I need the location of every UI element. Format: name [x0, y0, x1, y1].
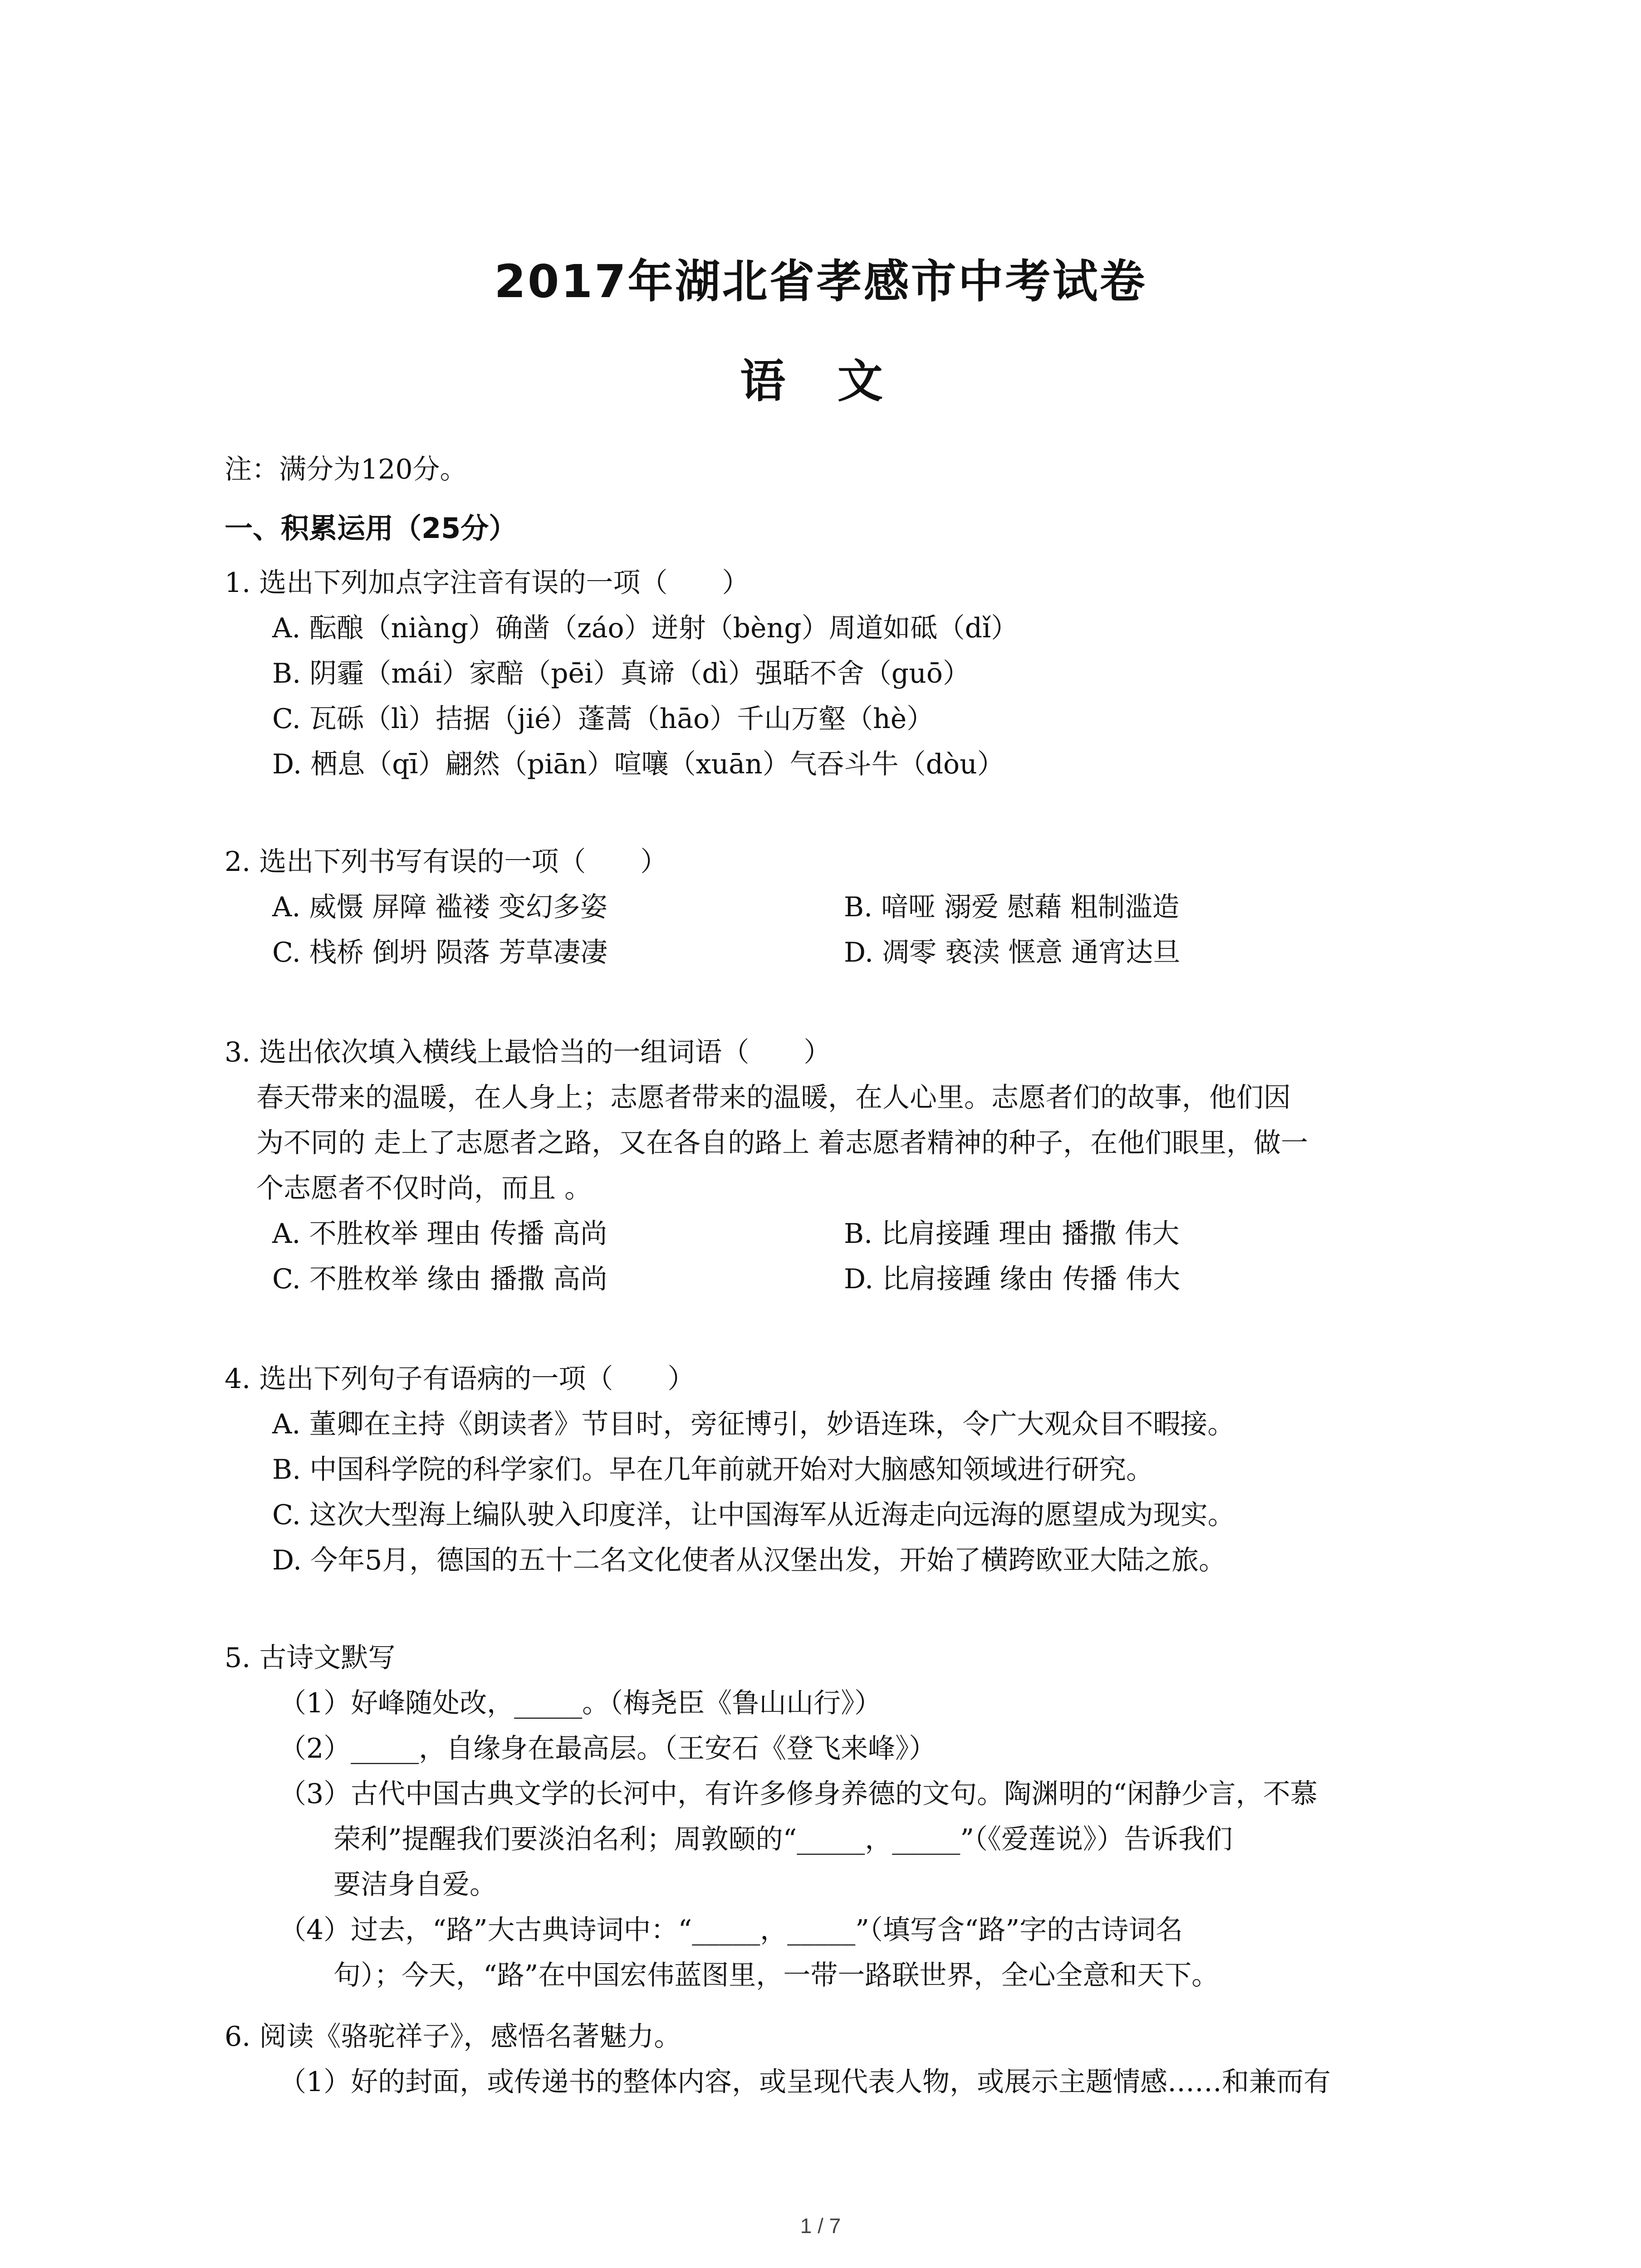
question-3-stem: 3. 选出依次填入横线上最恰当的一组词语（ ） — [225, 1036, 831, 1068]
question-3-passage-line: 个志愿者不仅时尚，而且 。 — [256, 1173, 592, 1204]
question-6-stem: 6. 阅读《骆驼祥子》，感悟名著魅力。 — [225, 2021, 681, 2053]
question-5-item-3-cont: 要洁身自爱。 — [333, 1869, 497, 1901]
question-4-option-d: D. 今年5月，德国的五十二名文化使者从汉堡出发，开始了横跨欧亚大陆之旅。 — [272, 1545, 1226, 1576]
question-5-item-3: （3）古代中国古典文学的长河中，有许多修身养德的文句。陶渊明的“闲静少言，不慕 — [279, 1778, 1318, 1810]
question-4-option-c: C. 这次大型海上编队驶入印度洋，让中国海军从近海走向远海的愿望成为现实。 — [272, 1499, 1235, 1531]
question-3-option-a: A. 不胜枚举 理由 传播 高尚 — [272, 1218, 607, 1250]
question-3-option-b: B. 比肩接踵 理由 播撒 伟大 — [844, 1218, 1180, 1250]
question-4-stem: 4. 选出下列句子有语病的一项（ ） — [225, 1363, 695, 1395]
question-1-stem: 1. 选出下列加点字注音有误的一项（ ） — [225, 567, 749, 599]
question-3-option-c: C. 不胜枚举 缘由 播撒 高尚 — [272, 1263, 608, 1295]
question-1-option-a: A. 酝酿（niàng）确凿（záo）迸射（bèng）周道如砥（dǐ） — [272, 612, 1019, 644]
question-2-option-d: D. 凋零 亵渎 惬意 通宵达旦 — [844, 937, 1181, 968]
question-1-option-c: C. 瓦砾（lì）拮据（jié）蓬蒿（hāo）千山万壑（hè） — [272, 703, 934, 735]
question-2-option-c: C. 栈桥 倒坍 陨落 芳草凄凄 — [272, 937, 608, 968]
question-3-passage-line: 春天带来的温暖，在人身上；志愿者带来的温暖，在人心里。志愿者们的故事，他们因 — [256, 1082, 1291, 1114]
exam-subject: 语 文 — [740, 355, 901, 408]
question-3-option-d: D. 比肩接踵 缘由 传播 伟大 — [844, 1263, 1181, 1295]
question-5-item-4-cont: 句）；今天，“路”在中国宏伟蓝图里，一带一路联世界，全心全意和天下。 — [333, 1960, 1219, 1991]
question-4-option-b: B. 中国科学院的科学家们。早在几年前就开始对大脑感知领域进行研究。 — [272, 1454, 1154, 1486]
question-5-stem: 5. 古诗文默写 — [225, 1642, 396, 1674]
score-note: 注：满分为120分。 — [225, 454, 467, 485]
question-2-stem: 2. 选出下列书写有误的一项（ ） — [225, 846, 668, 878]
exam-title: 2017年湖北省孝感市中考试卷 — [494, 255, 1147, 308]
question-3-passage-line: 为不同的 走上了志愿者之路，又在各自的路上 着志愿者精神的种子，在他们眼里，做一 — [256, 1127, 1308, 1159]
question-4-option-a: A. 董卿在主持《朗读者》节目时，旁征博引，妙语连珠，令广大观众目不暇接。 — [272, 1408, 1235, 1440]
question-1-option-d: D. 栖息（qī）翩然（piān）喧嚷（xuān）气吞斗牛（dòu） — [272, 748, 1004, 780]
question-6-item-1: （1）好的封面，或传递书的整体内容，或呈现代表人物，或展示主题情感……和兼而有 — [279, 2066, 1331, 2098]
question-2-option-b: B. 喑哑 溺爱 慰藉 粗制滥造 — [844, 891, 1180, 923]
section-heading: 一、积累运用（25分） — [225, 512, 517, 545]
question-5-item-4: （4）过去，“路”大古典诗词中：“_____，_____”（填写含“路”字的古诗词名 — [279, 1914, 1183, 1946]
question-1-option-b: B. 阴霾（mái）家醅（pēi）真谛（dì）强聒不舍（guō） — [272, 658, 970, 689]
page-number: 1 / 7 — [800, 2214, 841, 2238]
question-5-item-2: （2）_____，自缘身在最高层。（王安石《登飞来峰》） — [279, 1733, 936, 1765]
question-5-item-3-cont: 荣利”提醒我们要淡泊名利；周敦颐的“_____，_____”（《爱莲说》）告诉我们 — [333, 1823, 1233, 1855]
question-2-option-a: A. 威慑 屏障 褴褛 变幻多姿 — [272, 891, 607, 923]
question-5-item-1: （1）好峰随处改，_____。（梅尧臣《鲁山山行》） — [279, 1687, 882, 1719]
